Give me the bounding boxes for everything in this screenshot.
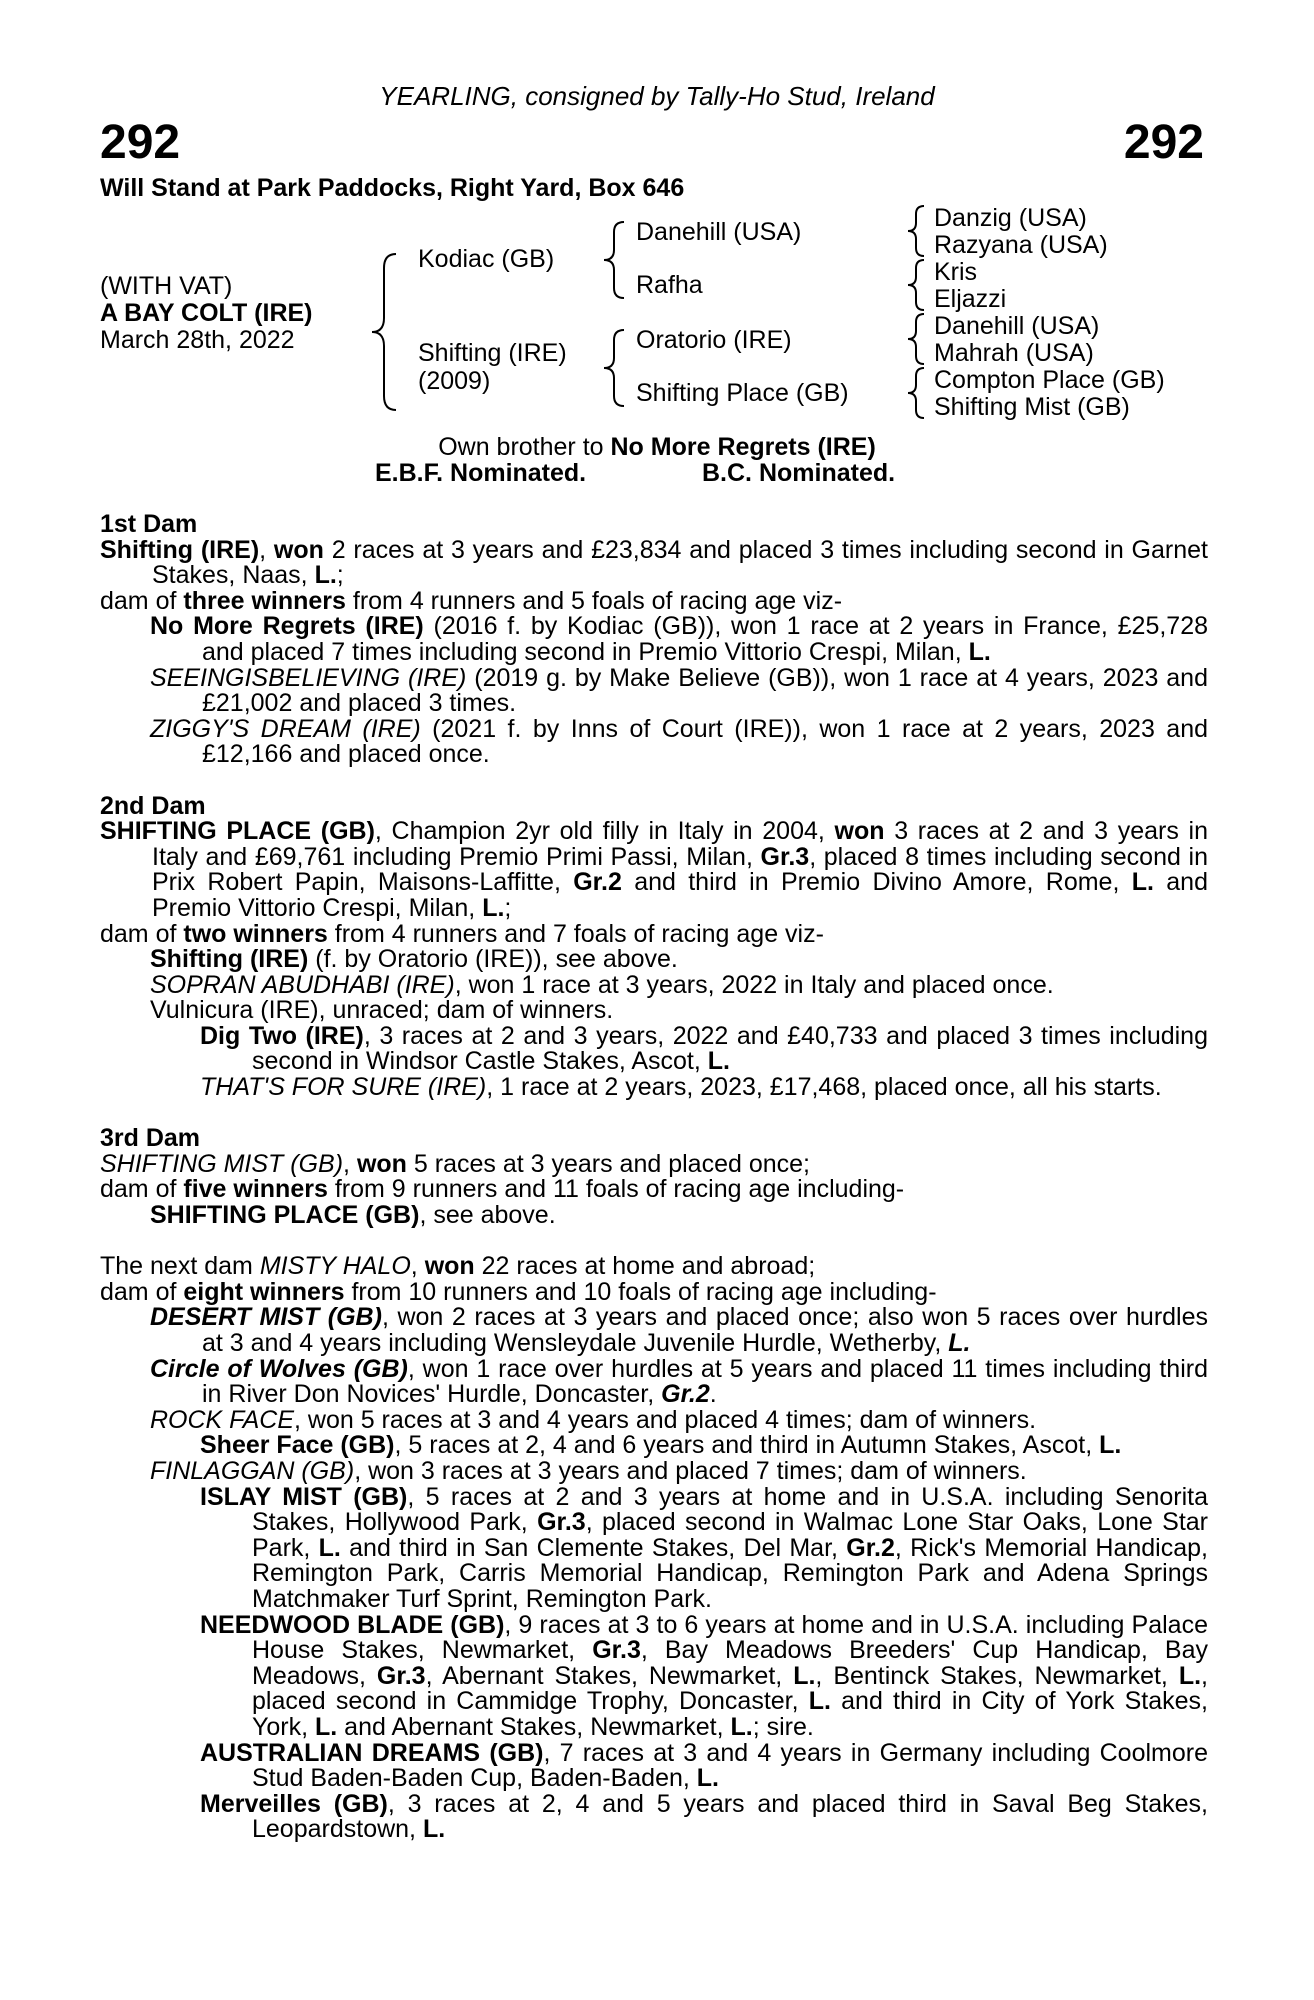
dam-year: (2009): [418, 367, 491, 395]
produce-entry: ROCK FACE, won 5 races at 3 and 4 years and placed 4 times; dam of winners.: [150, 1405, 1037, 1434]
produce-entry: Dig Two (IRE), 3 races at 2 and 3 years, 2022 and £40,733 and placed 3 times including second in Windsor Castle Stakes, Ascot, L.: [200, 1021, 1208, 1076]
produce-entry: SOPRAN ABUDHABI (IRE), won 1 race at 3 years, 2022 in Italy and placed once.: [150, 970, 1054, 999]
produce-entry: SHIFTING PLACE (GB), see above.: [150, 1201, 556, 1230]
own-brother-note: Own brother to No More Regrets (IRE): [438, 433, 876, 461]
produce-entry: Merveilles (GB), 3 races at 2, 4 and 5 years and placed third in Saval Beg Stakes, Leopardstown, L.: [200, 1789, 1208, 1844]
dam-name: Shifting (IRE): [418, 339, 567, 367]
produce-entry: Circle of Wolves (GB), won 1 race over hurdles at 5 years and placed 11 times including third in River Don Novices' Hurdle, Doncaster, Gr.2.: [150, 1354, 1208, 1409]
pedigree-sire-bracket: [600, 218, 630, 302]
produce-entry: NEEDWOOD BLADE (GB), 9 races at 3 to 6 years at home and in U.S.A. including Palace House Stakes, Newmarket, Gr.3, Bay Meadows Breeders' Cup Handicap, Bay Meadows, Gr.3, Abernant Stakes, Newmarket, L., Bentinck Stakes, Newmarket, L., placed second in Cammidge Trophy, Doncaster, L. and third in City of York Stakes, York, L. and Abernant Stakes, Newmarket, L.; sire.: [200, 1610, 1208, 1741]
ebf-note: E.B.F. Nominated.: [375, 459, 587, 487]
third-dam-heading: 3rd Dam: [100, 1124, 201, 1153]
ped-sds: Kris: [934, 258, 978, 286]
sire-dam: Rafha: [636, 271, 703, 299]
produce-entry: Shifting (IRE) (f. by Oratorio (IRE)), see above.: [150, 945, 678, 974]
pedigree-bracket-g4: [904, 364, 930, 422]
ped-sdd: Eljazzi: [934, 285, 1007, 313]
ped-dds: Compton Place (GB): [934, 366, 1165, 394]
second-dam-produce-summary: dam of two winners from 4 runners and 7 foals of racing age viz-: [100, 919, 824, 948]
third-dam-produce-summary: dam of five winners from 9 runners and 11 foals of racing age including-: [100, 1175, 905, 1204]
third-dam-entry: SHIFTING MIST (GB), won 5 races at 3 years and placed once;: [100, 1149, 810, 1178]
vat-note: (WITH VAT): [100, 272, 233, 300]
next-dam-produce-summary: dam of eight winners from 10 runners and 10 foals of racing age including-: [100, 1277, 937, 1306]
produce-entry: DESERT MIST (GB), won 2 races at 3 years and placed once; also won 5 races over hurdles at 3 and 4 years including Wensleydale Juvenile Hurdle, Wetherby, L.: [150, 1303, 1209, 1357]
second-dam-entry: SHIFTING PLACE (GB), Champion 2yr old filly in Italy in 2004, won 3 races at 2 and 3 years in Italy and £69,761 including Premio Primi Passi, Milan, Gr.3, placed 8 times including second in Prix Robert Papin, Maisons-Laffitte, Gr.2 and third in Premio Divino Amore, Rome, L. and Premio Vittorio Crespi, Milan, L.;: [100, 817, 1209, 922]
first-dam-entry: Shifting (IRE), won 2 races at 3 years and £23,834 and placed 3 times including second in Garnet Stakes, Naas, L.;: [100, 535, 1208, 590]
ped-dsd: Mahrah (USA): [934, 339, 1094, 367]
ped-ssd: Razyana (USA): [934, 231, 1108, 259]
produce-entry: Vulnicura (IRE), unraced; dam of winners.: [150, 996, 614, 1025]
horse-name: A BAY COLT (IRE): [100, 299, 313, 327]
foaling-date: March 28th, 2022: [100, 326, 295, 354]
catalogue-body: [100, 512, 1208, 1843]
second-dam-heading: 2nd Dam: [100, 791, 206, 820]
produce-entry: ZIGGY'S DREAM (IRE) (2021 f. by Inns of Court (IRE)), won 1 race at 2 years, 2023 and £12,166 and placed once.: [150, 714, 1209, 769]
dam-sire: Oratorio (IRE): [636, 326, 792, 354]
ped-dss: Danehill (USA): [934, 312, 1100, 340]
pedigree-main-bracket: [368, 250, 402, 415]
pedigree-bracket-g3: [904, 310, 930, 368]
produce-entry: No More Regrets (IRE) (2016 f. by Kodiac (GB)), won 1 race at 2 years in France, £25,728 and placed 7 times including second in Premio Vittorio Crespi, Milan, L.: [150, 612, 1209, 666]
pedigree-bracket-g2: [904, 256, 930, 314]
dam-dam: Shifting Place (GB): [636, 379, 849, 407]
sire-name: Kodiac (GB): [418, 245, 555, 273]
sire-sire: Danehill (USA): [636, 218, 802, 246]
produce-entry: Sheer Face (GB), 5 races at 2, 4 and 6 years and third in Autumn Stakes, Ascot, L.: [200, 1431, 1122, 1460]
consignment-header: YEARLING, consigned by Tally-Ho Stud, Ireland: [379, 81, 935, 111]
bc-note: B.C. Nominated.: [702, 459, 896, 487]
next-dam-entry: The next dam MISTY HALO, won 22 races at home and abroad;: [100, 1252, 816, 1281]
lot-number-left: 292: [100, 116, 181, 169]
produce-entry: ISLAY MIST (GB), 5 races at 2 and 3 years at home and in U.S.A. including Senorita Stakes, Hollywood Park, Gr.3, placed second in Walmac Lone Star Oaks, Lone Star Park, L. and third in San Clemente Stakes, Del Mar, Gr.2, Rick's Memorial Handicap, Remington Park, Carris Memorial Handicap, Remington Park and Adena Springs Matchmaker Turf Sprint, Remington Park.: [200, 1482, 1208, 1613]
ped-sss: Danzig (USA): [934, 204, 1087, 232]
pedigree-bracket-g1: [904, 202, 930, 260]
first-dam-produce-summary: dam of three winners from 4 runners and 5 foals of racing age viz-: [100, 586, 843, 615]
produce-entry: SEEINGISBELIEVING (IRE) (2019 g. by Make Believe (GB)), won 1 race at 4 years, 2023 and £21,002 and placed 3 times.: [150, 663, 1208, 718]
stand-location: Will Stand at Park Paddocks, Right Yard, Box 646: [100, 174, 685, 202]
ped-ddd: Shifting Mist (GB): [934, 393, 1130, 421]
produce-entry: AUSTRALIAN DREAMS (GB), 7 races at 3 and 4 years in Germany including Coolmore Stud Baden-Baden Cup, Baden-Baden, L.: [200, 1738, 1208, 1793]
produce-entry: FINLAGGAN (GB), won 3 races at 3 years and placed 7 times; dam of winners.: [150, 1456, 1027, 1485]
lot-number-right: 292: [1123, 116, 1204, 169]
produce-entry: THAT'S FOR SURE (IRE), 1 race at 2 years, 2023, £17,468, placed once, all his starts.: [200, 1073, 1162, 1102]
first-dam-heading: 1st Dam: [100, 510, 198, 538]
pedigree-dam-bracket: [600, 326, 630, 410]
